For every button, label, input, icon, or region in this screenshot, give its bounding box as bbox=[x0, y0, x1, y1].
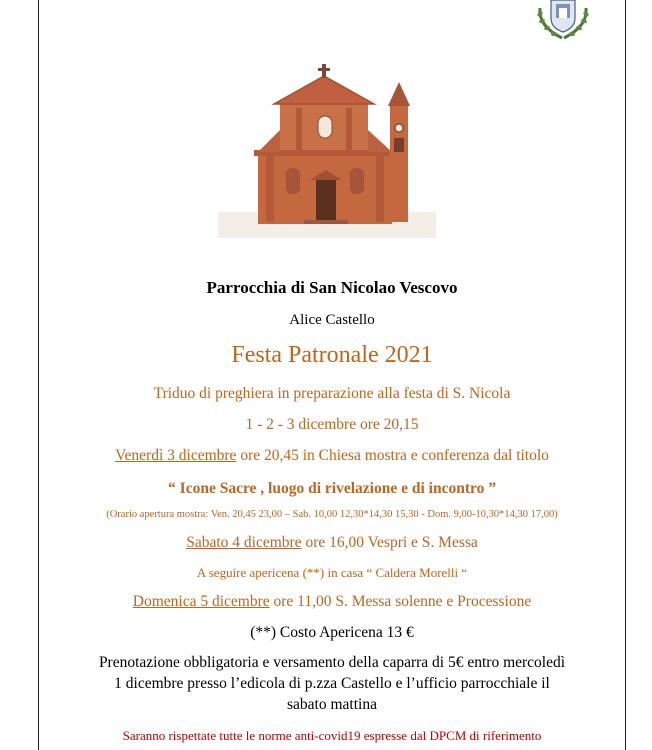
booking-line-3: sabato mattina bbox=[287, 696, 377, 713]
apericena-line: A seguire apericena (**) in casa “ Caldera Morelli “ bbox=[196, 565, 468, 580]
page-border-right bbox=[625, 0, 626, 750]
friday-date: Venerdì 3 dicembre bbox=[115, 447, 237, 464]
covid-notice: Saranno rispettate tutte le norme anti-covid19 espresse dal DPCM di riferimento bbox=[122, 728, 542, 743]
booking-line-1: Prenotazione obbligatoria e versamento della caparra di 5€ entro mercoledì bbox=[98, 654, 566, 671]
exhibit-title: “ Icone Sacre , luogo di rivelazione e di incontro ” bbox=[168, 480, 496, 497]
event-title: Festa Patronale 2021 bbox=[231, 342, 433, 368]
friday-text: ore 20,45 in Chiesa mostra e conferenza dal titolo bbox=[236, 447, 549, 464]
booking-line-2: 1 dicembre presso l’edicola di p.zza Castello e l’ufficio parrocchiale il bbox=[114, 675, 550, 692]
saturday-text: ore 16,00 Vespri e S. Messa bbox=[301, 534, 478, 551]
saturday-line bbox=[39, 534, 625, 552]
parish-name: Parrocchia di San Nicolao Vescovo bbox=[206, 278, 458, 297]
friday-line bbox=[39, 447, 625, 465]
exhibit-hours: (Orario apertura mostra: Ven. 20,45 23,00 – Sab. 10,00 12,30*14,30 15,30 - Dom. 9,00-10,30*14,30 17,00) bbox=[106, 509, 558, 520]
sunday-line bbox=[39, 593, 625, 611]
saturday-date: Sabato 4 dicembre bbox=[186, 534, 302, 551]
triduo-line: Triduo di preghiera in preparazione alla festa di S. Nicola bbox=[153, 385, 511, 402]
apericena-cost: (**) Costo Apericena 13 € bbox=[250, 624, 414, 641]
sunday-text: ore 11,00 S. Messa solenne e Processione bbox=[269, 593, 532, 610]
sunday-date: Domenica 5 dicembre bbox=[132, 593, 270, 610]
triduo-dates: 1 - 2 - 3 dicembre ore 20,15 bbox=[245, 416, 419, 433]
church-photo bbox=[218, 64, 436, 238]
place-name: Alice Castello bbox=[289, 312, 375, 328]
municipal-crest-icon bbox=[534, 0, 592, 40]
